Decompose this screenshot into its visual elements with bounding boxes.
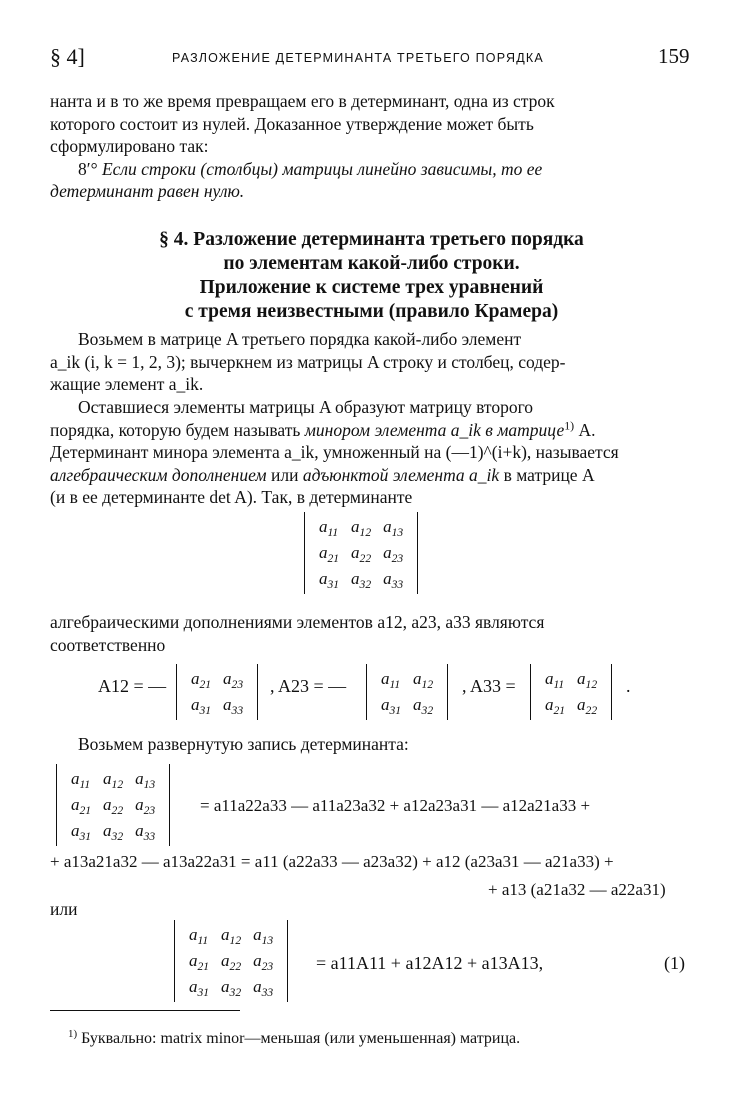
exp-det-cell-2-1: $a_{32}$: [103, 821, 124, 844]
main-det-cell-1-0: $a_{21}$: [319, 543, 340, 566]
footnote-text: Буквально: matrix minor—меньшая (или уменьшенная) матрица.: [81, 1030, 521, 1047]
proposition: [50, 158, 695, 181]
paragraph-1: [50, 328, 695, 396]
cofactor-A12-label: A12 = —: [98, 676, 167, 696]
paragraph-3: [50, 611, 695, 656]
section-heading-line-3: Приложение к системе трех уравнений: [199, 277, 544, 298]
or-word: или: [50, 899, 78, 919]
para2-line-4-mid: или: [266, 464, 303, 485]
main-det-cell-0-1: $a_{12}$: [351, 517, 372, 540]
exp-det-cell-0-1: $a_{12}$: [103, 769, 124, 792]
main-det-cell-1-2: $a_{23}$: [383, 543, 404, 566]
f1-det-cell-2-2: $a_{33}$: [253, 977, 274, 1000]
main-det-cell-0-0: $a_{11}$: [319, 517, 339, 540]
a12-det-cell-1-0: $a_{31}$: [191, 695, 212, 718]
proposition-text-1: Если строки (столбцы) матрицы линейно зависимы, то ее: [101, 158, 543, 179]
a23-det-cell-0-1: $a_{12}$: [413, 669, 434, 692]
a12-det-cell-1-1: $a_{33}$: [223, 695, 244, 718]
proposition-text-2: детерминант равен нулю.: [50, 181, 245, 201]
exp-det-cell-0-0: $a_{11}$: [71, 769, 91, 792]
cofactor-A33-label: , A33 =: [462, 676, 516, 696]
a23-det-cell-1-0: $a_{31}$: [381, 695, 402, 718]
main-det-cell-2-1: $a_{32}$: [351, 569, 372, 592]
exp-det-cell-0-2: $a_{13}$: [135, 769, 156, 792]
a33-det-cell-0-0: $a_{11}$: [545, 669, 565, 692]
formula1-rhs: = a11A11 + a12A12 + a13A13,: [316, 953, 544, 973]
cofactor-A33-det: [530, 664, 612, 720]
intro-line-3: сформулировано так:: [50, 136, 209, 156]
equation-number: (1): [664, 953, 685, 973]
main-det-cell-2-0: $a_{31}$: [319, 569, 340, 592]
adjunct-term: адъюнктой элемента a_ik: [302, 464, 500, 485]
f1-det-cell-1-0: $a_{21}$: [189, 951, 210, 974]
f1-det-cell-2-1: $a_{32}$: [221, 977, 242, 1000]
cofactor-A23-det: [366, 664, 448, 720]
main-det-cell-0-2: $a_{13}$: [383, 517, 404, 540]
section-heading: [40, 228, 703, 324]
footnote: [68, 1030, 520, 1048]
expansion-determinant: [56, 764, 170, 846]
f1-det-cell-1-1: $a_{22}$: [221, 951, 242, 974]
header-section: § 4]: [50, 44, 85, 69]
f1-det-cell-2-0: $a_{31}$: [189, 977, 210, 1000]
para1-line-1: Возьмем в матрице A третьего порядка какой-либо элемент: [78, 329, 522, 349]
section-heading-line-1: § 4. Разложение детерминанта третьего порядка: [159, 229, 584, 250]
intro-paragraph: [50, 90, 695, 203]
para2-line-2: [50, 419, 695, 442]
para2-line-4: [50, 464, 695, 487]
a12-det-cell-0-0: $a_{21}$: [191, 669, 212, 692]
para2-line-5: (и в ее детерминанте det A). Так, в детерминанте: [50, 487, 413, 507]
f1-det-cell-0-2: $a_{13}$: [253, 925, 274, 948]
section-heading-line-2: по элементам какой-либо строки.: [223, 253, 520, 274]
paragraph-2: [50, 396, 695, 509]
main-det-cell-1-1: $a_{22}$: [351, 543, 372, 566]
expansion-rhs-2: + a13a21a32 — a13a22a31 = a11 (a22a33 — a23a32) + a12 (a23a31 — a21a33) +: [50, 852, 614, 871]
para1-line-2: a_ik (i, k = 1, 2, 3); вычеркнем из матрицы A строку и столбец, содер-: [50, 351, 566, 372]
exp-det-cell-1-0: $a_{21}$: [71, 795, 92, 818]
para2-line-2-end: A.: [574, 419, 596, 440]
intro-line-1: нанта и в то же время превращаем его в детерминант, одна из строк: [50, 91, 555, 111]
minor-term: минором элемента a_ik в матрице: [304, 419, 565, 440]
section-heading-line-4: с тремя неизвестными (правило Крамера): [184, 301, 559, 322]
intro-line-2: которого состоит из нулей. Доказанное утверждение может быть: [50, 113, 534, 134]
exp-det-cell-2-0: $a_{31}$: [71, 821, 92, 844]
exp-det-cell-1-1: $a_{22}$: [103, 795, 124, 818]
exp-det-cell-2-2: $a_{33}$: [135, 821, 156, 844]
expansion-rhs-3: + a13 (a21a32 — a22a31): [488, 880, 666, 899]
proposition-label: 8′°: [78, 158, 98, 179]
f1-det-cell-0-0: $a_{11}$: [189, 925, 209, 948]
para3-line-1: алгебраическими дополнениями элементов a12, a23, a33 являются: [50, 612, 545, 632]
cofactor-term: алгебраическим дополнением: [50, 464, 267, 485]
para2-line-3: Детерминант минора элемента a_ik, умноженный на (—1)^(i+k), называется: [50, 442, 619, 462]
a33-det-cell-1-1: $a_{22}$: [577, 695, 598, 718]
paragraph-4: [50, 733, 695, 756]
para4-line-1: Возьмем развернутую запись детерминанта:: [78, 734, 409, 754]
running-title: РАЗЛОЖЕНИЕ ДЕТЕРМИНАНТА ТРЕТЬЕГО ПОРЯДКА: [172, 51, 544, 65]
expansion-rhs-1: = a11a22a33 — a11a23a32 + a12a23a31 — a12a21a33 +: [200, 796, 591, 815]
cofactor-A12-det: [176, 664, 258, 720]
para1-line-3: жащие элемент a_ik.: [50, 374, 204, 394]
main-det-cell-2-2: $a_{33}$: [383, 569, 404, 592]
para3-line-2: соответственно: [50, 634, 166, 655]
page-number: 159: [658, 44, 690, 68]
para2-line-4-end: в матрице A: [499, 464, 595, 485]
cofactor-A23-label: , A23 = —: [270, 676, 347, 696]
f1-det-cell-0-1: $a_{12}$: [221, 925, 242, 948]
para2-line-2-start: порядка, которую будем называть: [50, 419, 305, 440]
main-determinant: [304, 512, 418, 594]
cofactor-end-period: .: [626, 676, 631, 696]
a33-det-cell-1-0: $a_{21}$: [545, 695, 566, 718]
para2-line-1: Оставшиеся элементы матрицы A образуют матрицу второго: [78, 397, 534, 417]
f1-det-cell-1-2: $a_{23}$: [253, 951, 274, 974]
a12-det-cell-0-1: $a_{23}$: [223, 669, 244, 692]
formula1-determinant: [174, 920, 288, 1002]
a23-det-cell-0-0: $a_{11}$: [381, 669, 401, 692]
a33-det-cell-0-1: $a_{12}$: [577, 669, 598, 692]
a23-det-cell-1-1: $a_{32}$: [413, 695, 434, 718]
exp-det-cell-1-2: $a_{23}$: [135, 795, 156, 818]
footnote-ref: 1): [564, 417, 575, 432]
footnote-rule: [50, 1010, 240, 1011]
footnote-mark: 1): [68, 1028, 78, 1041]
